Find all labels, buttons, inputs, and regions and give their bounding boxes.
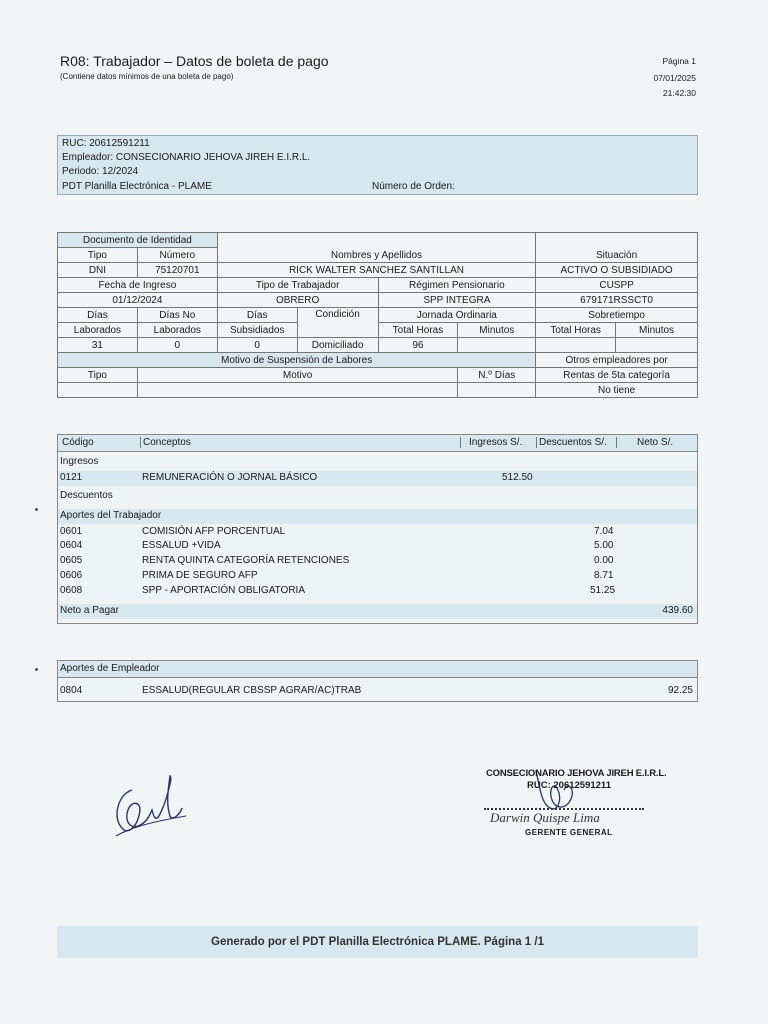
document-title: R08: Trabajador – Datos de boleta de pago [60, 53, 329, 69]
other-employers-label-2: Rentas de 5ta categoría [536, 368, 698, 383]
days-worked-label-2: Laborados [58, 323, 138, 338]
deductions-header: Descuentos S/. [536, 437, 607, 448]
overtime-hours-value [536, 338, 616, 353]
margin-dot [35, 668, 38, 671]
suspension-reason-label: Motivo [137, 368, 458, 383]
suspension-label: Motivo de Suspensión de Labores [58, 353, 536, 368]
row-concept: PRIMA DE SEGURO AFP [142, 570, 258, 581]
hire-date-label: Fecha de Ingreso [58, 278, 218, 293]
employer-contrib-amount: 92.25 [667, 685, 693, 696]
stamp-company: CONSECIONARIO JEHOVA JIREH E.I.R.L. [486, 768, 667, 779]
deductions-section [58, 489, 697, 504]
days-worked-label-1: Días [58, 308, 138, 323]
concepts-header [58, 435, 697, 452]
ordinary-hours-label: Jornada Ordinaria [378, 308, 536, 323]
days-worked-value: 31 [58, 338, 138, 353]
row-deduction: 8.71 [594, 570, 614, 581]
suspension-days-label: N.º Días [458, 368, 536, 383]
employer-text: Empleador: CONSECIONARIO JEHOVA JIREH E.I.R.L. [62, 152, 311, 163]
employer-contributions-label: Aportes de Empleador [60, 663, 160, 674]
net-pay-row [58, 604, 697, 619]
row-concept: REMUNERACIÓN O JORNAL BÁSICO [142, 472, 318, 483]
pdt-text: PDT Planilla Electrónica - PLAME [62, 181, 212, 192]
doc-type-value: DNI [58, 263, 138, 278]
page-number: Página 1 [662, 56, 696, 66]
concepts-table [57, 434, 698, 624]
employer-contrib-code: 0804 [60, 685, 83, 696]
row-code: 0121 [60, 472, 83, 483]
worker-data-table [57, 232, 698, 398]
worker-type-value: OBRERO [217, 293, 378, 308]
row-deduction: 5.00 [594, 540, 614, 551]
days-not-worked-label-1: Días No [137, 308, 217, 323]
suspension-reason-value [137, 383, 458, 398]
doc-number-value: 75120701 [137, 263, 217, 278]
print-time: 21:42:30 [662, 88, 696, 98]
code-header: Código [62, 437, 94, 448]
minutes-label: Minutos [458, 323, 536, 338]
row-deduction: 51.25 [590, 585, 616, 596]
print-date: 07/01/2025 [653, 73, 696, 83]
footer-banner: Generado por el PDT Planilla Electrónica PLAME. Página 1 /1 [57, 926, 698, 958]
overtime-minutes-value [616, 338, 698, 353]
situation-label: Situación [536, 233, 698, 263]
names-label: Nombres y Apellidos [217, 233, 535, 263]
contributions-section-label: Aportes del Trabajador [60, 510, 162, 521]
days-subsidized-value: 0 [217, 338, 297, 353]
row-income: 512.50 [502, 472, 533, 483]
income-section-label: Ingresos [60, 456, 99, 467]
row-concept: RENTA QUINTA CATEGORÍA RETENCIONES [142, 555, 350, 566]
cuspp-label: CUSPP [536, 278, 698, 293]
condition-value: Domiciliado [297, 338, 378, 353]
row-code: 0604 [60, 540, 83, 551]
stamp-position: GERENTE GENERAL [525, 828, 613, 837]
cuspp-value: 679171RSSCT0 [536, 293, 698, 308]
document-subtitle: (Contiene datos mínimos de una boleta de pago) [60, 72, 234, 81]
row-code: 0606 [60, 570, 83, 581]
employer-contrib-concept: ESSALUD(REGULAR CBSSP AGRAR/AC)TRAB [142, 685, 362, 696]
table-row [58, 471, 697, 486]
contributions-section [58, 509, 697, 524]
total-hours-label: Total Horas [378, 323, 458, 338]
minutes-value [458, 338, 536, 353]
table-row [58, 554, 697, 569]
worker-type-label: Tipo de Trabajador [217, 278, 378, 293]
net-header: Neto S/. [616, 437, 673, 448]
row-concept: ESSALUD +VIDA [142, 540, 221, 551]
suspension-type-value [58, 383, 138, 398]
total-hours-value: 96 [378, 338, 458, 353]
deductions-section-label: Descuentos [60, 490, 113, 501]
stamp-name: Darwin Quispe Lima [490, 810, 600, 825]
table-row [58, 584, 697, 599]
table-row [58, 569, 697, 584]
row-code: 0608 [60, 585, 83, 596]
pension-regime-value: SPP INTEGRA [378, 293, 536, 308]
stamp-ruc: RUC: 20612591211 [527, 780, 611, 791]
row-deduction: 7.04 [594, 526, 614, 537]
suspension-days-value [458, 383, 536, 398]
row-code: 0601 [60, 526, 83, 537]
period-text: Periodo: 12/2024 [62, 166, 139, 177]
employer-contributions-table [57, 660, 698, 702]
days-subsidized-label-1: Días [217, 308, 297, 323]
worker-signature [110, 770, 190, 842]
days-not-worked-value: 0 [137, 338, 217, 353]
row-concept: SPP - APORTACIÓN OBLIGATORIA [142, 585, 306, 596]
overtime-hours-label: Total Horas [536, 323, 616, 338]
net-pay-value: 439.60 [662, 605, 693, 616]
net-pay-label: Neto a Pagar [60, 605, 119, 616]
order-number-label: Número de Orden: [372, 181, 455, 192]
hire-date-value: 01/12/2024 [58, 293, 218, 308]
doc-number-label: Número [137, 248, 217, 263]
doc-type-label: Tipo [58, 248, 138, 263]
concepts-header-label: Conceptos [140, 437, 191, 448]
suspension-type-label: Tipo [58, 368, 138, 383]
worker-situation: ACTIVO O SUBSIDIADO [536, 263, 698, 278]
overtime-minutes-label: Minutos [616, 323, 698, 338]
row-concept: COMISIÓN AFP PORCENTUAL [142, 526, 286, 537]
income-header: Ingresos S/. [460, 437, 522, 448]
table-row [58, 525, 697, 540]
overtime-label: Sobretiempo [536, 308, 698, 323]
row-deduction: 0.00 [594, 555, 614, 566]
table-row [58, 539, 697, 554]
row-code: 0605 [60, 555, 83, 566]
days-not-worked-label-2: Laborados [137, 323, 217, 338]
doc-identity-label: Documento de Identidad [58, 233, 218, 248]
pension-regime-label: Régimen Pensionario [378, 278, 536, 293]
ruc-text: RUC: 20612591211 [62, 138, 150, 149]
employer-contributions-header [58, 661, 697, 678]
employer-info-box [57, 135, 698, 195]
income-section [58, 455, 697, 470]
other-employers-label-1: Otros empleadores por [536, 353, 698, 368]
margin-dot [35, 508, 38, 511]
other-employers-value: No tiene [536, 383, 698, 398]
condition-label: Condición [297, 308, 378, 338]
days-subsidized-label-2: Subsidiados [217, 323, 297, 338]
worker-name: RICK WALTER SANCHEZ SANTILLAN [217, 263, 535, 278]
